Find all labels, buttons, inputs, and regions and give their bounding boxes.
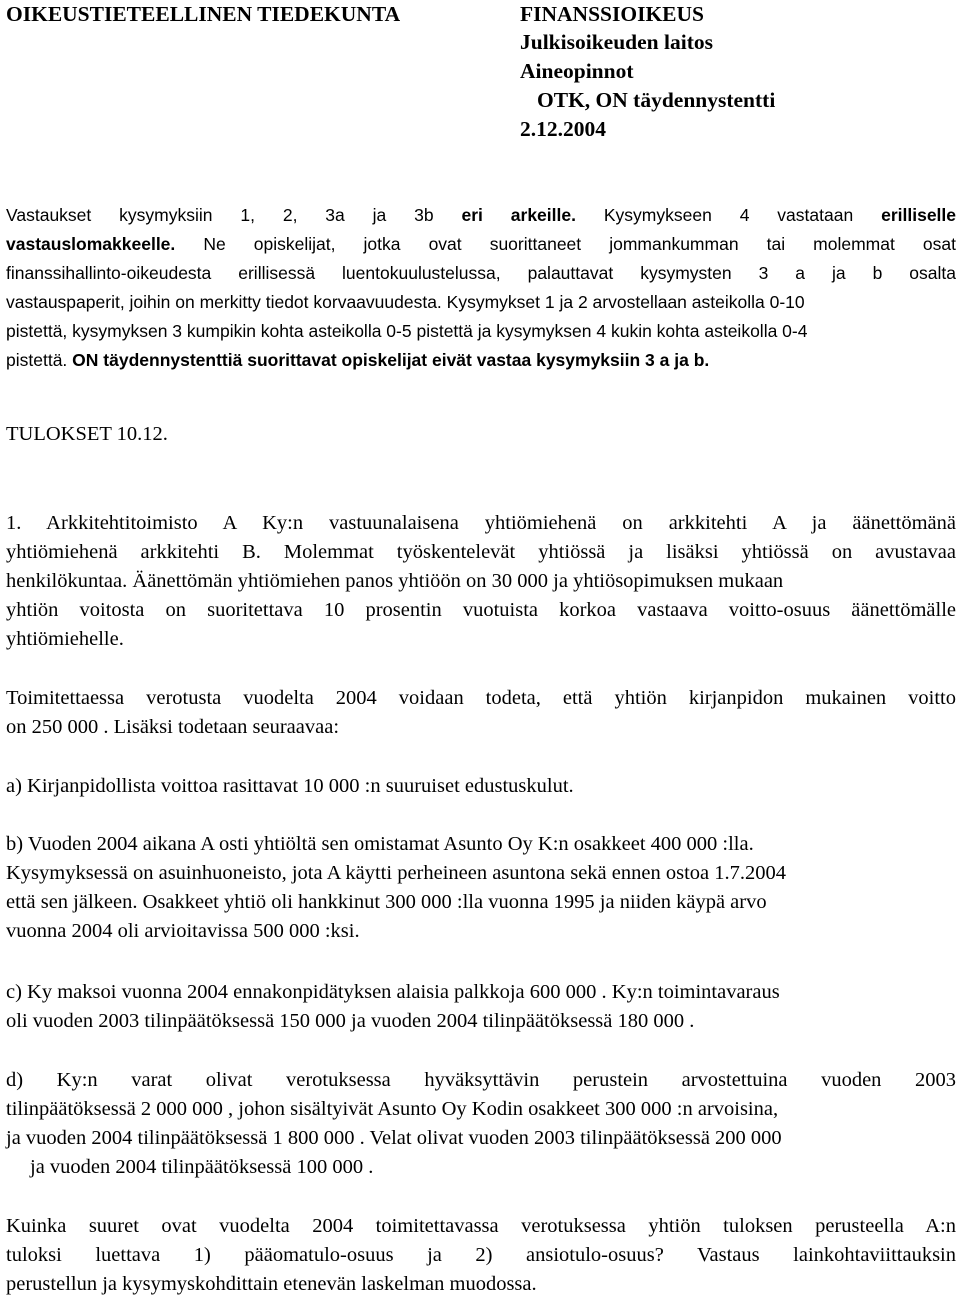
item-c-line-1: c) Ky maksoi vuonna 2004 ennakonpidätyksen alaisia palkkoja 600 000 . Ky:n toimintavaraus (6, 981, 780, 1003)
question-paragraph-1-line-5: yhtiömiehelle. (6, 628, 124, 650)
item-d-line-3: ja vuoden 2004 tilinpäätöksessä 1 800 000 . Velat olivat vuoden 2003 tilinpäätöksessä 200 000 (6, 1127, 782, 1149)
faculty-heading: OIKEUSTIETEELLINEN TIEDEKUNTA (6, 2, 401, 26)
question-paragraph-1-line-1: 1. Arkkitehtitoimisto A Ky:n vastuunalaisena yhtiömiehenä on arkkitehti A ja äänettömänä (6, 512, 956, 534)
instructions-line-3: finanssihallinto-oikeudesta erillisessä luentokuulustelussa, palauttavat kysymysten 3 a ja b osalta (6, 263, 956, 283)
instructions-line-4: vastauspaperit, joihin on merkitty tiedot korvaavuudesta. Kysymykset 1 ja 2 arvostellaan asteikolla 0-10 (6, 292, 805, 312)
question-paragraph-1-line-2: yhtiömiehenä arkkitehti B. Molemmat työskentelevät yhtiössä ja lisäksi yhtiössä on avustavaa (6, 541, 956, 563)
instructions-line-6: pistettä. ON täydennystenttiä suorittavat opiskelijat eivät vastaa kysymyksiin 3 a ja b. (6, 350, 710, 370)
item-b-line-3: että sen jälkeen. Osakkeet yhtiö oli hankkinut 300 000 :lla vuonna 1995 ja niiden käypä arvo (6, 891, 767, 913)
department-heading: Julkisoikeuden laitos (520, 30, 713, 54)
item-d-line-2: tilinpäätöksessä 2 000 000 , johon sisältyivät Asunto Oy Kodin osakkeet 300 000 :n arvoisina, (6, 1098, 779, 1120)
item-b-line-4: vuonna 2004 oli arvioitavissa 500 000 :ksi. (6, 920, 360, 942)
final-question-line-3: perustellun ja kysymyskohdittain etenevän laskelman muodossa. (6, 1273, 537, 1295)
item-d-line-1: d) Ky:n varat olivat verotuksessa hyväksyttävin perustein arvostettuina vuoden 2003 (6, 1069, 956, 1091)
instructions-line-2: vastauslomakkeelle. Ne opiskelijat, jotka ovat suorittaneet jommankumman tai molemmat osat (6, 234, 956, 254)
instructions-line-1: Vastaukset kysymyksiin 1, 2, 3a ja 3b eri arkeille. Kysymykseen 4 vastataan erilliselle (6, 205, 957, 225)
item-a-line-1: a) Kirjanpidollista voittoa rasittavat 10 000 :n suuruiset edustuskulut. (6, 775, 574, 797)
question-paragraph-2-line-1: Toimitettaessa verotusta vuodelta 2004 voidaan todeta, että yhtiön kirjanpidon mukainen voitto (6, 687, 956, 709)
item-c-line-2: oli vuoden 2003 tilinpäätöksessä 150 000 ja vuoden 2004 tilinpäätöksessä 180 000 . (6, 1010, 695, 1032)
item-b-line-2: Kysymyksessä on asuinhuoneisto, jota A käytti perheineen asuntona sekä ennen ostoa 1.7.2004 (6, 862, 787, 884)
results-date: TULOKSET 10.12. (6, 423, 168, 445)
item-b-line-1: b) Vuoden 2004 aikana A osti yhtiöltä sen omistamat Asunto Oy K:n osakkeet 400 000 :lla. (6, 833, 754, 855)
instructions-line-5: pistettä, kysymyksen 3 kumpikin kohta asteikolla 0-5 pistettä ja kysymyksen 4 kukin kohta asteikolla 0-4 (6, 321, 808, 341)
subject-heading: FINANSSIOIKEUS (520, 2, 704, 26)
question-paragraph-2-line-2: on 250 000 . Lisäksi todetaan seuraavaa: (6, 716, 340, 738)
date-heading: 2.12.2004 (520, 117, 606, 141)
question-paragraph-1-line-4: yhtiön voitosta on suoritettava 10 prosentin vuotuista korkoa vastaava voitto-osuus äänettömälle (6, 599, 956, 621)
degree-heading: OTK, ON täydennystentti (537, 88, 776, 112)
final-question-line-1: Kuinka suuret ovat vuodelta 2004 toimitettavassa verotuksessa yhtiön tuloksen perusteella A:n (6, 1215, 956, 1237)
level-heading: Aineopinnot (520, 59, 634, 83)
item-d-line-4: ja vuoden 2004 tilinpäätöksessä 100 000 . (30, 1156, 374, 1178)
question-paragraph-1-line-3: henkilökuntaa. Äänettömän yhtiömiehen panos yhtiöön on 30 000 ja yhtiösopimuksen mukaan (6, 570, 784, 592)
final-question-line-2: tuloksi luettava 1) pääomatulo-osuus ja 2) ansiotulo-osuus? Vastaus lainkohtaviittauksin (6, 1244, 956, 1266)
